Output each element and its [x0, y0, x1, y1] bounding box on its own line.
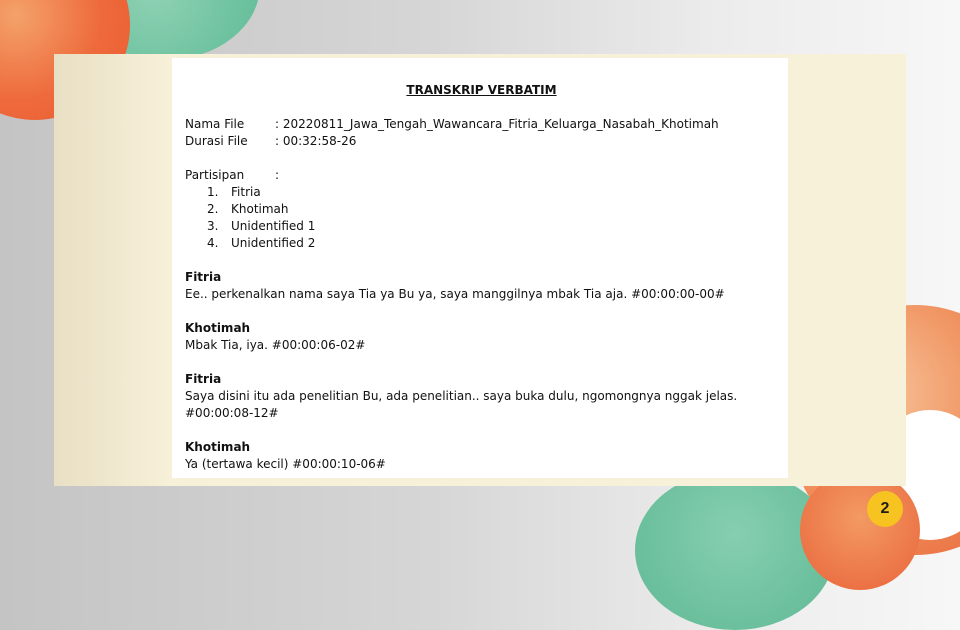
decorative-orange-circle-bottom	[800, 470, 920, 590]
participant-name: Unidentified 2	[231, 236, 316, 250]
spacer	[185, 252, 778, 269]
spacer	[185, 354, 778, 371]
list-number: 4.	[207, 236, 219, 250]
list-item	[185, 218, 778, 235]
meta-file-name	[185, 116, 778, 133]
document-title: TRANSKRIP VERBATIM	[406, 83, 557, 97]
list-number: 1.	[207, 185, 219, 199]
panel-shade	[54, 54, 174, 486]
participant-name: Khotimah	[231, 202, 289, 216]
speaker-name: Khotimah	[185, 321, 251, 335]
meta-value: : 20220811_Jawa_Tengah_Wawancara_Fitria_Keluarga_Nasabah_Khotimah	[275, 117, 719, 131]
list-item	[185, 184, 778, 201]
speaker-name: Fitria	[185, 270, 222, 284]
spacer	[185, 422, 778, 439]
spacer	[185, 303, 778, 320]
list-number: 3.	[207, 219, 219, 233]
participants-colon: :	[275, 168, 280, 182]
list-item	[185, 235, 778, 252]
list-number: 2.	[207, 202, 219, 216]
transcript-document	[172, 58, 788, 478]
utterance-text: Mbak Tia, iya. #00:00:06-02#	[185, 338, 366, 352]
speaker-name: Fitria	[185, 372, 222, 386]
participant-name: Unidentified 1	[231, 219, 316, 233]
spacer	[185, 150, 778, 167]
meta-file-duration	[185, 133, 778, 150]
page-number-badge: 2	[867, 491, 903, 527]
meta-value: : 00:32:58-26	[275, 134, 357, 148]
participants-heading	[185, 167, 778, 184]
utterance-text: Ee.. perkenalkan nama saya Tia ya Bu ya, saya manggilnya mbak Tia aja. #00:00:00-00#	[185, 287, 725, 301]
participants-list	[185, 184, 778, 252]
meta-label: Nama File	[185, 117, 245, 131]
meta-label: Durasi File	[185, 134, 248, 148]
speaker-name: Khotimah	[185, 440, 251, 454]
participants-label: Partisipan	[185, 168, 245, 182]
participant-name: Fitria	[231, 185, 261, 199]
list-item	[185, 201, 778, 218]
utterance-text: Ya (tertawa kecil) #00:00:10-06#	[185, 457, 386, 471]
utterance-text: Saya disini itu ada penelitian Bu, ada penelitian.. saya buka dulu, ngomongnya nggak jelas. #00:00:08-12#	[185, 389, 738, 420]
